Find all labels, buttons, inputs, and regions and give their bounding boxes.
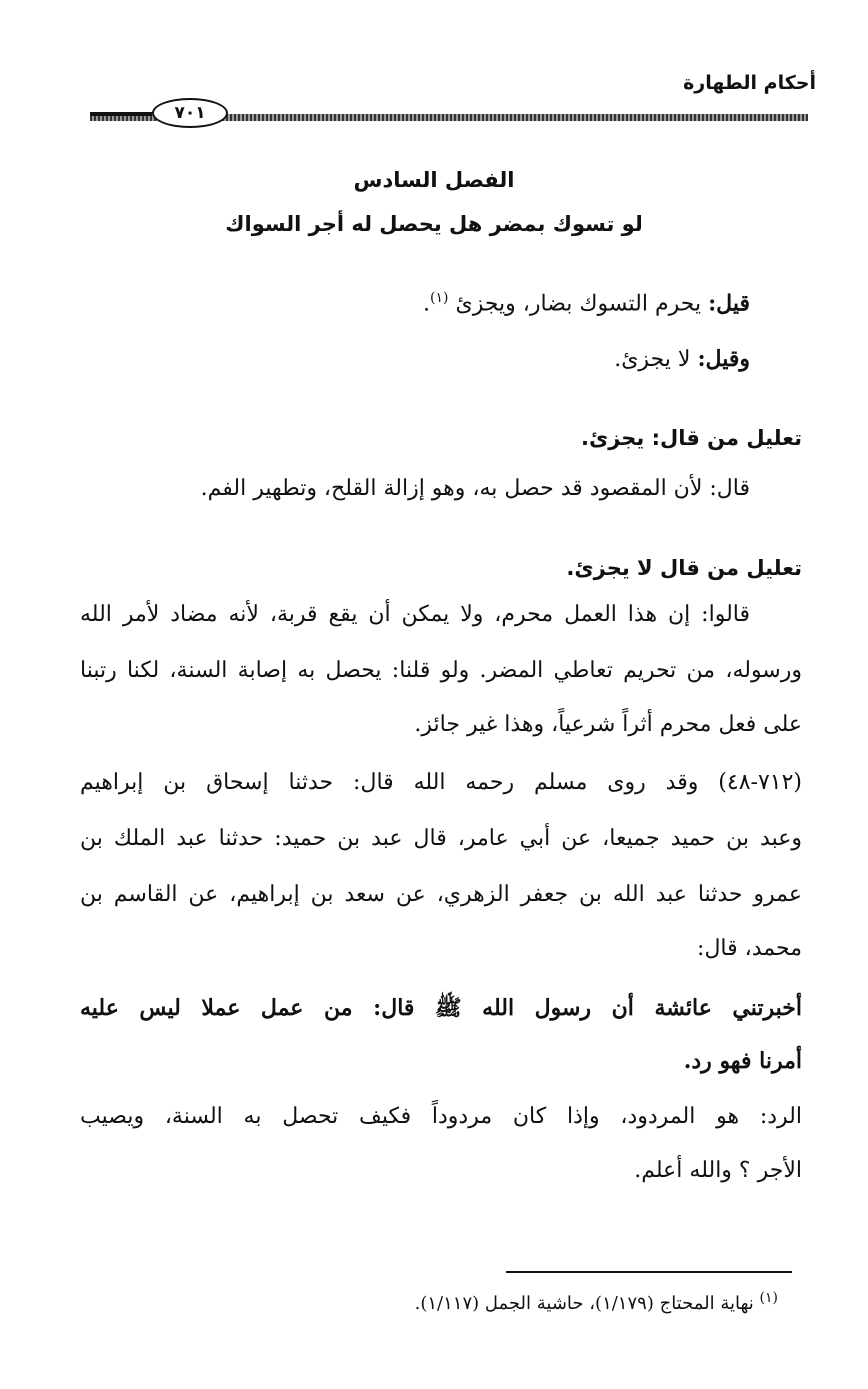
conclusion-line2: الأجر ؟ والله أعلم. [634,1158,802,1183]
hadith-isnad-line4: محمد، قال: [697,936,802,961]
opinion-first [80,290,750,316]
hadith-text-line1: أخبرتني عائشة أن رسول الله ﷺ قال: من عمل عملا ليس عليه [80,995,802,1021]
footnote-rule [506,1271,792,1273]
reason2-line2: ورسوله، من تحريم تعاطي المضر. ولو قلنا: يحصل به إصابة السنة، لكنا رتبنا [80,658,802,683]
reason2-line3: على فعل محرم أثراً شرعياً، وهذا غير جائز. [414,712,802,737]
footnote-text: نهاية المحتاج (١/١٧٩)، حاشية الجمل (١/١١٧). [414,1293,754,1314]
page-number: ٧٠١ [174,103,206,123]
opinion-second [80,346,750,372]
opinion-second-text: لا يجزئ. [614,347,691,372]
hadith-isnad-line1: (٧١٢-٤٨) وقد روى مسلم رحمه الله قال: حدثنا إسحاق بن إبراهيم [80,770,802,795]
opinion-first-end: . [423,291,431,317]
footnote [415,1290,778,1314]
reason2-line1: قالوا: إن هذا العمل محرم، ولا يمكن أن يقع قربة، لأنه مضاد لأمر الله [80,602,750,627]
reason1-line1: قال: لأن المقصود قد حصل به، وهو إزالة القلح، وتطهير الفم. [200,476,750,501]
running-header-title: أحكام الطهارة [683,72,816,94]
footnote-number: (١) [759,1290,778,1306]
footnote-ref-marker: (١) [430,290,449,306]
reason2-heading: تعليل من قال لا يجزئ. [566,556,802,580]
reason1-heading: تعليل من قال: يجزئ. [580,426,802,450]
conclusion-line1: الرد: هو المردود، وإذا كان مردوداً فكيف تحصل به السنة، ويصيب [80,1104,802,1129]
hadith-isnad-line3: عمرو حدثنا عبد الله بن جعفر الزهري، عن سعد بن إبراهيم، عن القاسم بن [80,882,802,907]
chapter-title: الفصل السادس [353,168,515,192]
hadith-text-line2: أمرنا فهو رد. [683,1048,802,1074]
hadith-isnad-line2: وعبد بن حميد جميعا، عن أبي عامر، قال عبد بن حميد: حدثنا عبد الملك بن [80,826,802,851]
opinion-first-label: قيل: [708,290,750,317]
opinion-first-text: يحرم التسوك بضار، ويجزئ [455,291,702,317]
chapter-subtitle: لو تسوك بمضر هل يحصل له أجر السواك [225,212,643,236]
header-rule-left-stub [90,112,152,116]
opinion-second-label: وقيل: [697,346,750,372]
page-number-badge [152,98,228,128]
